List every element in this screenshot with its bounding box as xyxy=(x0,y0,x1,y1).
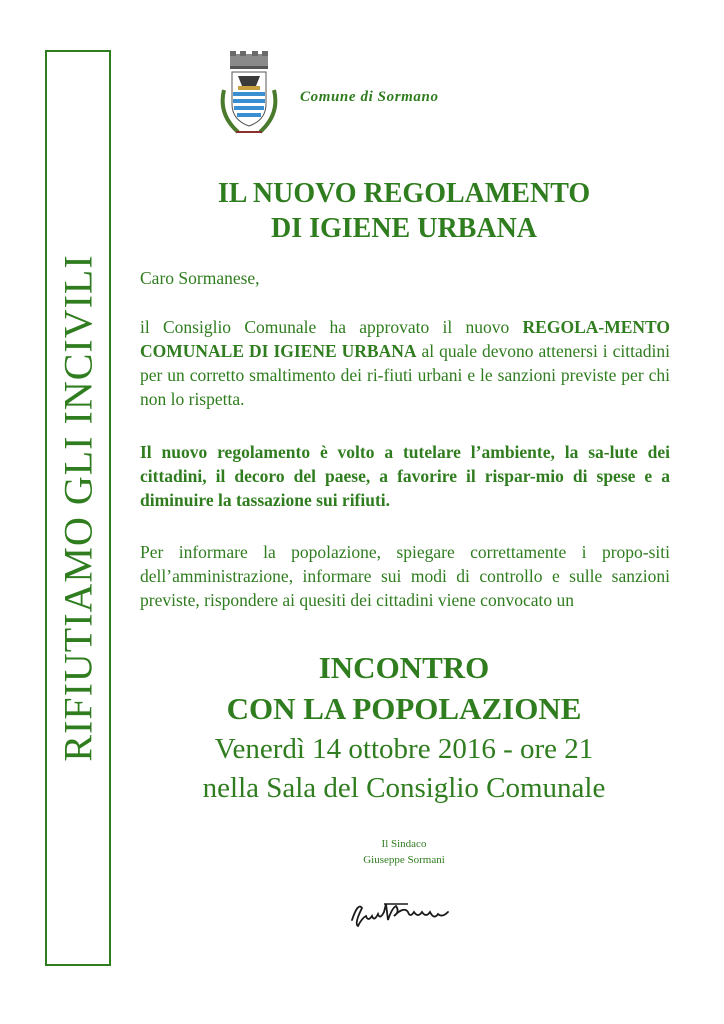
municipality-name: Comune di Sormano xyxy=(300,89,439,105)
event-heading-2: CON LA POPOLAZIONE xyxy=(226,691,582,726)
signatory-role: Il Sindaco xyxy=(381,838,427,850)
greeting: Caro Sormanese, xyxy=(140,268,260,288)
handwritten-signature-icon xyxy=(348,898,454,930)
title-line-2: DI IGIENE URBANA xyxy=(270,213,538,244)
signatory-name: Giuseppe Sormani xyxy=(363,854,445,866)
paragraph-1-bold: REGOLA-MENTO COMUNALE DI IGIENE URBANA xyxy=(140,317,670,361)
event-date: Venerdì 14 ottobre 2016 - ore 21 xyxy=(214,733,594,765)
municipal-coat-of-arms-icon xyxy=(216,50,282,138)
paragraph-1-rest: al quale devono attenersi i cittadini per un corretto smaltimento dei ri-fiuti urbani e le sanzioni previste per chi non lo rispetta. xyxy=(140,341,670,409)
paragraph-2: Il nuovo regolamento è volto a tutelare l’ambiente, la sa-lute dei cittadini, il decoro del paese, a favorire il rispar-mio di spese e a diminuire la tassazione sui rifiuti. xyxy=(140,442,670,510)
title-line-1: IL NUOVO REGOLAMENTO xyxy=(217,178,591,209)
paragraph-1-intro: il Consiglio Comunale ha approvato il nuovo xyxy=(140,317,523,337)
paragraph-3: Per informare la popolazione, spiegare correttamente i propo-siti dell’amministrazione, informare sui modi di controllo e sulle sanzioni previste, rispondere ai quesiti dei cittadini viene convocato un xyxy=(140,542,670,610)
side-banner-text: RIFIUTIAMO GLI INCIVILI xyxy=(55,254,101,762)
side-banner-box xyxy=(45,50,111,966)
event-heading-1: INCONTRO xyxy=(318,650,490,685)
paragraph-1 xyxy=(140,315,670,411)
event-place: nella Sala del Consiglio Comunale xyxy=(202,772,606,804)
